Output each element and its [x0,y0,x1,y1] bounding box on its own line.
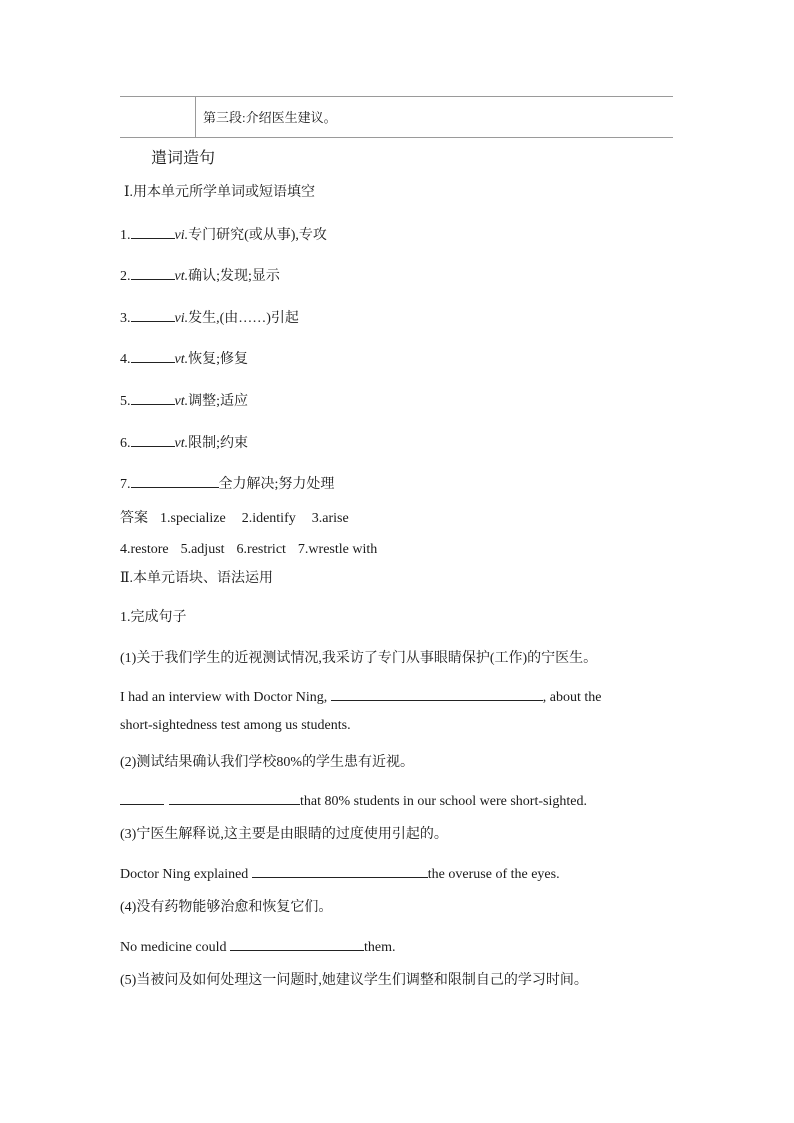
table-cell-text: 第三段:介绍医生建议。 [203,110,337,125]
answer-blank [131,265,175,280]
question-1-zh: (1)关于我们学生的近视测试情况,我采访了专门从事眼睛保护(工作)的宁医生。 [120,651,598,666]
question-2-zh: (2)测试结果确认我们学校80%的学生患有近视。 [120,755,414,770]
item-number: 3. [120,311,131,326]
part2-title: Ⅱ.本单元语块、语法运用 [120,571,274,586]
section-heading: 遣词造句 [151,150,216,167]
q3-en-before: Doctor Ning explained [120,867,252,882]
answer-label: 答案 [120,511,148,526]
question-4-zh: (4)没有药物能够治愈和恢复它们。 [120,900,333,915]
answer-4: 4.restore [120,542,169,557]
part2-subtitle: 1.完成句子 [120,610,187,625]
q4-en-after: them. [364,940,396,955]
table-column-divider [195,96,196,137]
answer-blank [230,936,364,951]
answer-1: 1.specialize [160,511,226,526]
part1-title: Ⅰ.用本单元所学单词或短语填空 [124,185,316,200]
answer-3: 3.arise [311,511,349,526]
answer-blank [169,790,300,805]
answer-blank [131,473,219,488]
answer-line-1 [120,510,349,528]
question-1-en-line2: short-sightedness test among us students. [120,718,351,733]
answer-5: 5.adjust [180,542,225,557]
item-meaning: 调整;适应 [188,394,248,409]
question-3-en [120,863,560,884]
item-number: 2. [120,269,131,284]
q2-en-after: that 80% students in our school were short-sighted. [300,794,587,809]
part-of-speech: vt. [174,352,189,367]
item-number: 4. [120,352,131,367]
table-top-border [120,96,673,97]
question-1-en [120,686,601,707]
answer-blank [331,686,543,701]
answer-7: 7.wrestle with [297,542,378,557]
answer-blank [131,432,175,447]
item-number: 5. [120,394,131,409]
item-number: 6. [120,436,131,451]
answer-blank [131,348,175,363]
vocab-item-3 [120,307,299,328]
item-meaning: 确认;发现;显示 [188,269,280,284]
answer-blank [131,307,175,322]
q4-en-before: No medicine could [120,940,231,955]
part-of-speech: vt. [174,436,189,451]
item-number: 1. [120,228,131,243]
q1-en-before: I had an interview with Doctor Ning, [120,690,331,705]
answer-blank [131,390,175,405]
vocab-item-2 [120,265,280,286]
question-4-en [120,936,396,957]
item-meaning: 恢复;修复 [188,352,248,367]
answer-2: 2.identify [241,511,296,526]
vocab-item-6 [120,432,248,453]
answer-blank [120,790,164,805]
item-number: 7. [120,477,131,492]
vocab-item-4 [120,348,248,369]
item-meaning: 全力解决;努力处理 [218,477,335,492]
question-2-en [120,790,587,811]
answer-6: 6.restrict [236,542,286,557]
vocab-item-5 [120,390,248,411]
question-5-zh: (5)当被问及如何处理这一问题时,她建议学生们调整和限制自己的学习时间。 [120,973,588,988]
answer-blank [252,863,428,878]
vocab-item-7 [120,473,334,494]
part-of-speech: vi. [174,228,189,243]
q3-en-after: the overuse of the eyes. [427,867,560,882]
item-meaning: 专门研究(或从事),专攻 [188,228,327,243]
part-of-speech: vt. [174,394,189,409]
question-3-zh: (3)宁医生解释说,这主要是由眼睛的过度使用引起的。 [120,827,448,842]
item-meaning: 限制;约束 [188,436,248,451]
q1-en-after: , about the [542,690,602,705]
part-of-speech: vi. [174,311,189,326]
answer-line-2 [120,541,377,559]
part-of-speech: vt. [174,269,189,284]
vocab-item-1 [120,224,327,245]
answer-blank [131,224,175,239]
table-bottom-border [120,137,673,138]
item-meaning: 发生,(由……)引起 [188,311,299,326]
